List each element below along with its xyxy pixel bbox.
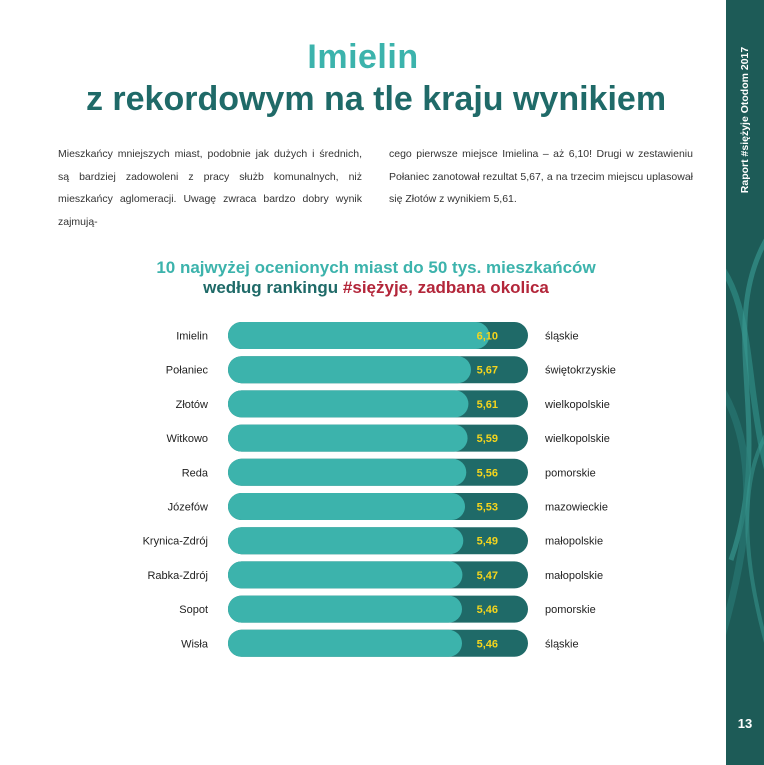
bar [228, 596, 462, 623]
value-label: 5,56 [476, 467, 498, 480]
region-label: śląskie [545, 638, 579, 651]
value-label: 5,46 [476, 604, 498, 617]
report-label: Raport #siężyje Otodom 2017 [739, 46, 751, 194]
value-label: 5,61 [476, 398, 498, 411]
chart-title-prefix: według rankingu [203, 278, 343, 297]
category-label: Rabka-Zdrój [147, 569, 208, 582]
category-label: Połaniec [165, 364, 208, 377]
region-label: świętokrzyskie [545, 364, 616, 377]
page-number: 13 [737, 716, 753, 731]
region-label: małopolskie [545, 535, 604, 548]
bar [228, 459, 466, 486]
region-label: śląskie [545, 330, 579, 343]
chart-title-hashtag: #siężyje, zadbana okolica [342, 278, 549, 297]
category-label: Józefów [167, 501, 208, 514]
bar [228, 425, 468, 452]
category-label: Złotów [175, 398, 208, 411]
bar [228, 322, 489, 349]
region-label: pomorskie [545, 467, 596, 480]
sidebar-strip [726, 0, 764, 765]
bar [228, 561, 462, 588]
chart-title-line1: 10 najwyżej ocenionych miast do 50 tys. mieszkańców [156, 258, 596, 277]
category-label: Reda [181, 467, 208, 480]
category-label: Witkowo [166, 433, 208, 446]
value-label: 5,46 [476, 638, 498, 651]
bar [228, 356, 471, 383]
value-label: 6,10 [476, 330, 498, 343]
value-label: 5,67 [476, 364, 498, 377]
region-label: mazowieckie [545, 501, 608, 514]
category-label: Sopot [179, 604, 208, 617]
category-label: Wisła [181, 638, 208, 651]
region-label: pomorskie [545, 604, 596, 617]
region-label: małopolskie [545, 569, 604, 582]
page-title-line1: Imielin [307, 38, 419, 76]
value-label: 5,47 [476, 569, 498, 582]
bar [228, 630, 462, 657]
category-label: Imielin [176, 330, 208, 343]
page-title-line2: z rekordowym na tle kraju wynikiem [85, 80, 667, 118]
region-label: wielkopolskie [545, 433, 610, 446]
value-label: 5,49 [476, 535, 498, 548]
bar [228, 493, 465, 520]
bar [228, 527, 463, 554]
value-label: 5,59 [476, 433, 498, 446]
bar [228, 390, 468, 417]
intro-text-right: cego pierwsze miejsce Imielina – aż 6,10! Drugi w zestawieniu Połaniec zanotował rezultat 5,67, a na trzecim miejscu uplasował się Złotów z wynikiem 5,61. [389, 148, 693, 205]
value-label: 5,53 [476, 501, 498, 514]
region-label: wielkopolskie [545, 398, 610, 411]
category-label: Krynica-Zdrój [142, 535, 208, 548]
intro-text-left: Mieszkańcy mniejszych miast, podobnie jak dużych i średnich, są bardziej zadowoleni z pracy służb komunalnych, niż mieszkańcy aglomeracji. Uwagę zwraca bardzo dobry wynik zajmują- [58, 148, 362, 228]
